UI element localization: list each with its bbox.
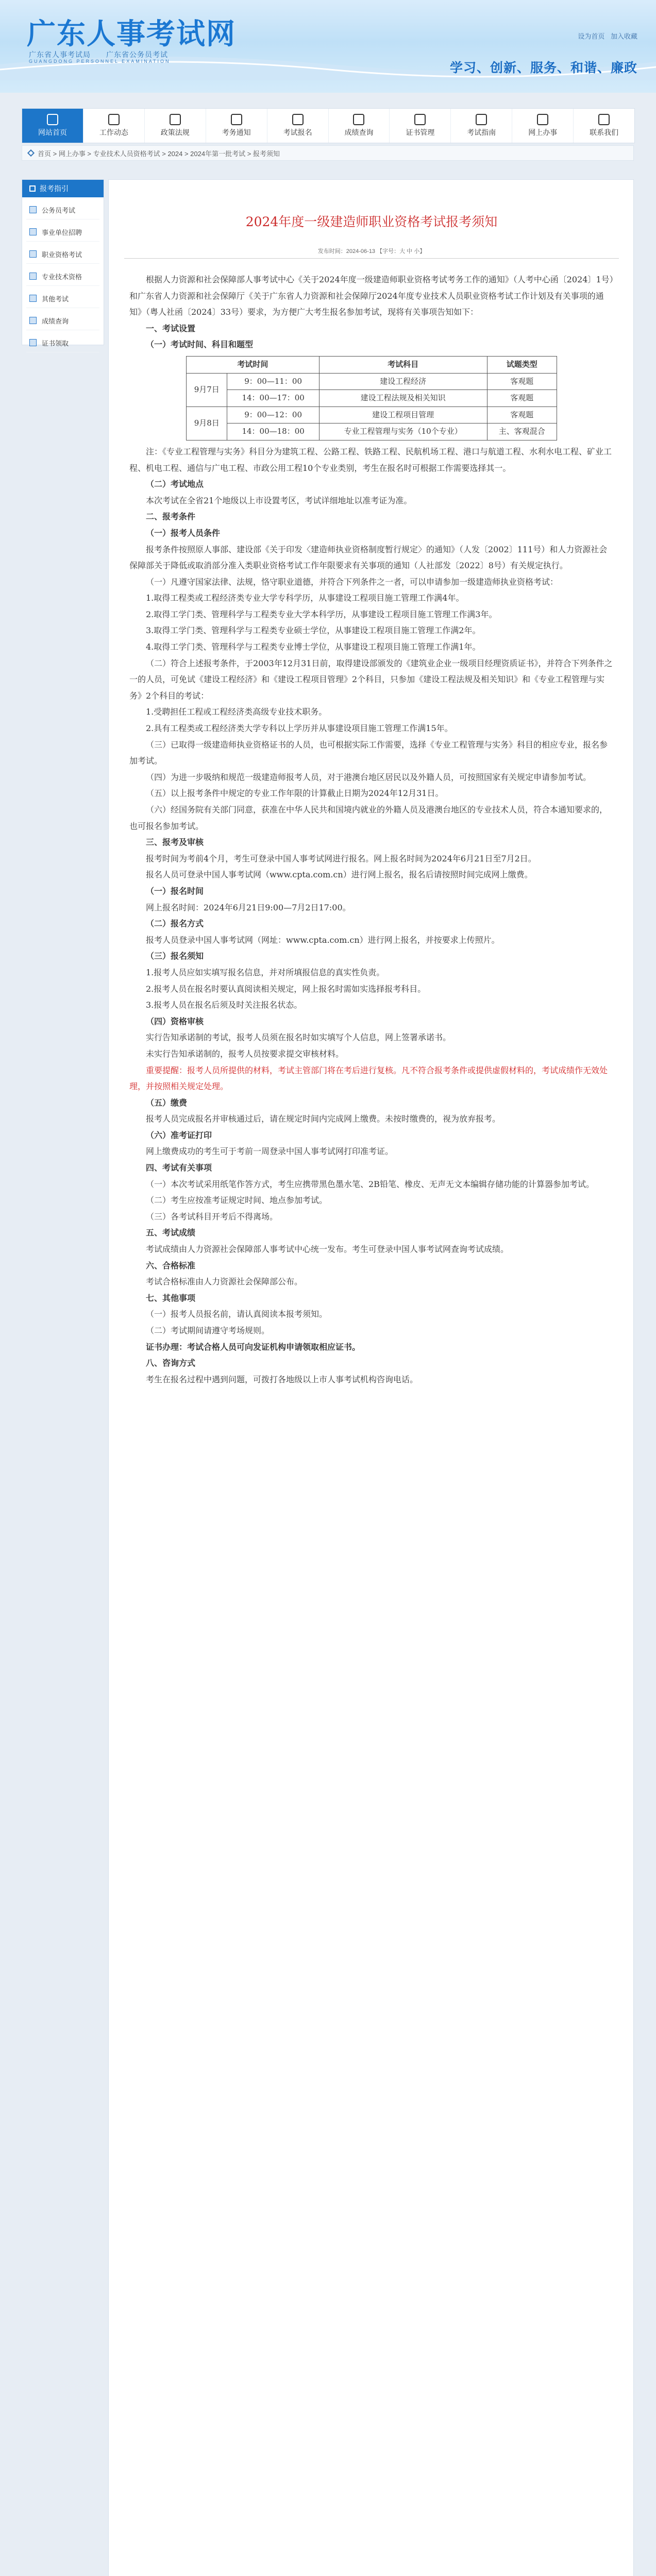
article-paragraph-20: 报名人员可登录中国人事考试网（www.cpta.com.cn）进行网上报名，报名后请按照时间完成网上缴费。 bbox=[146, 870, 533, 880]
article-paragraph-33: （五）缴费 bbox=[146, 1097, 188, 1108]
nav-item-label: 证书管理 bbox=[406, 128, 435, 137]
article-paragraph-44: 考试合格标准由人力资源社会保障部公布。 bbox=[146, 1277, 303, 1287]
search-icon bbox=[353, 114, 364, 125]
article-paragraph-27: 2.报考人员在报名时要认真阅读相关规定，网上报名时需如实选择报考科目。 bbox=[146, 984, 426, 994]
article-paragraph-11: （二）符合上述报考条件，于2003年12月31日前，取得建设部颁发的《建筑业企业一级项目经理资质证书》，并符合下列条件之一的人员，可免试《建设工程经济》和《建设工程项目管理》2个科目，只参加《建设工程法规及相关知识》和《专业工程管理与实务》2个科目的考试： bbox=[129, 658, 613, 701]
menu-icon bbox=[29, 185, 36, 192]
intro-paragraph-2: （一）考试时间、科目和题型 bbox=[146, 340, 254, 350]
article-paragraph-37: 四、考试有关事项 bbox=[146, 1163, 212, 1173]
title-divider bbox=[124, 258, 619, 259]
table-cell: 主、客观混合 bbox=[487, 423, 557, 440]
breadcrumb-text[interactable]: 首页 > 网上办事 > 专业技术人员资格考试 > 2024 > 2024年第一批考试 > 报考须知 bbox=[38, 149, 280, 158]
document-icon bbox=[29, 273, 37, 280]
sidebar-item-label: 成绩查询 bbox=[42, 317, 69, 325]
nav-item-7[interactable] bbox=[451, 109, 512, 143]
article-paragraph-50: 考生在报名过程中遇到问题，可拨打各地级以上市人事考试机构咨询电话。 bbox=[146, 1374, 418, 1384]
article-paragraph-38: （一）本次考试采用纸笔作答方式，考生应携带黑色墨水笔、2B铅笔、橡皮、无声无文本编辑存储功能的计算器参加考试。 bbox=[146, 1179, 594, 1189]
intro-paragraph-0: 根据人力资源和社会保障部人事考试中心《关于2024年度一级建造师职业资格考试考务工作的通知》（人考中心函〔2024〕1号）和广东省人力资源和社会保障厅《关于广东省人力资源和社会保障厅2024年度专业技术人员职业资格考试工作计划及有关事项的通知》（粤人社函〔2024〕33号）要求，为方便广大考生报名参加考试，现将有关事项告知如下： bbox=[129, 275, 614, 317]
table-row bbox=[187, 423, 557, 440]
nav-item-4[interactable] bbox=[267, 109, 329, 143]
sidebar-header bbox=[22, 180, 104, 197]
article-meta: 发布时间：2024-06-13 【字号：大 中 小】 bbox=[317, 248, 426, 255]
article-paragraph-16: （五）以上报考条件中规定的专业工作年限的计算截止日期为2024年12月31日。 bbox=[146, 788, 444, 799]
table-cell: 14：00—17：00 bbox=[227, 390, 319, 407]
table-header: 考试科目 bbox=[319, 356, 487, 373]
article-paragraph-21: （一）报名时间 bbox=[146, 886, 204, 896]
article-paragraph-22: 网上报名时间：2024年6月21日9:00—7月2日17:00。 bbox=[146, 902, 351, 912]
table-cell: 建设工程法规及相关知识 bbox=[319, 390, 487, 407]
article-paragraph-13: 2.具有工程类或工程经济类大学专科以上学历并从事建设项目施工管理工作满15年。 bbox=[146, 723, 453, 734]
intro-paragraph-1: 一、考试设置 bbox=[146, 323, 196, 333]
sidebar-item-label: 证书领取 bbox=[42, 339, 69, 347]
article-paragraph-18: 三、报考及审核 bbox=[146, 837, 204, 848]
article-title: 2024年度一级建造师职业资格考试报考须知 bbox=[245, 214, 498, 229]
table-cell: 9：00—12：00 bbox=[227, 406, 319, 423]
nav-item-2[interactable] bbox=[145, 109, 206, 143]
article-paragraph-9: 3.取得工学门类、管理科学与工程类专业硕士学位，从事建设工程项目施工管理工作满2年。 bbox=[146, 625, 481, 636]
law-icon bbox=[170, 114, 181, 125]
set-homepage-link[interactable]: 设为首页 bbox=[578, 32, 605, 40]
sidebar-item-label: 专业技术资格 bbox=[42, 273, 82, 281]
article-paragraph-41: 五、考试成绩 bbox=[146, 1228, 196, 1238]
nav-item-label: 考试报名 bbox=[283, 128, 312, 137]
sidebar-item-label: 事业单位招聘 bbox=[42, 228, 82, 236]
sidebar-item-5[interactable] bbox=[26, 311, 99, 330]
article-paragraph-32: 重要提醒：报考人员所提供的材料，考试主管部门将在考后进行复核。凡不符合报考条件或提供虚假材料的，考试成绩作无效处理，并按照相关规定处理。 bbox=[129, 1065, 608, 1092]
nav-item-5[interactable] bbox=[329, 109, 390, 143]
home-icon bbox=[27, 149, 35, 157]
sidebar-item-1[interactable] bbox=[26, 223, 99, 242]
news-icon bbox=[108, 114, 120, 125]
article-paragraph-26: 1.报考人员应如实填写报名信息，并对所填报信息的真实性负责。 bbox=[146, 967, 385, 977]
table-cell: 专业工程管理与实务（10个专业） bbox=[319, 423, 487, 440]
register-icon bbox=[292, 114, 304, 125]
article-paragraph-48: 证书办理：考试合格人员可向发证机构申请领取相应证书。 bbox=[146, 1342, 361, 1352]
article-paragraph-19: 报考时间为考前4个月，考生可登录中国人事考试网进行报名。网上报名时间为2024年6月21日至7月2日。 bbox=[146, 853, 536, 863]
article-paragraph-8: 2.取得工学门类、管理科学与工程类专业大学本科学历，从事建设工程项目施工管理工作满3年。 bbox=[146, 609, 497, 619]
table-header: 试题类型 bbox=[487, 356, 557, 373]
document-icon bbox=[29, 317, 37, 324]
site-logo-subtitle-en: GUANGDONG PERSONNEL EXAMINATION bbox=[29, 59, 171, 64]
sidebar-item-0[interactable] bbox=[26, 200, 99, 219]
table-cell-date: 9月8日 bbox=[187, 406, 227, 440]
sidebar-item-4[interactable] bbox=[26, 289, 99, 308]
sidebar-item-label: 公务员考试 bbox=[42, 206, 76, 214]
sidebar-item-6[interactable] bbox=[26, 333, 99, 352]
nav-item-label: 政策法规 bbox=[160, 128, 190, 137]
document-icon bbox=[29, 295, 37, 302]
article-panel bbox=[108, 179, 634, 2576]
article-paragraph-49: 八、咨询方式 bbox=[146, 1358, 196, 1368]
sidebar-item-2[interactable] bbox=[26, 245, 99, 264]
nav-item-9[interactable] bbox=[574, 109, 634, 143]
article-paragraph-25: （三）报名须知 bbox=[146, 951, 204, 961]
sidebar-item-3[interactable] bbox=[26, 267, 99, 286]
article-paragraph-23: （二）报名方式 bbox=[146, 919, 204, 929]
article-paragraph-39: （二）考生应按准考证规定时间、地点参加考试。 bbox=[146, 1195, 328, 1206]
nav-item-6[interactable] bbox=[390, 109, 451, 143]
site-logo-title[interactable]: 广东人事考试网 bbox=[27, 17, 236, 51]
nav-item-3[interactable] bbox=[206, 109, 267, 143]
article-paragraph-31: 未实行告知承诺制的，报考人员按要求提交审核材料。 bbox=[146, 1048, 344, 1059]
nav-item-label: 考试指南 bbox=[467, 128, 496, 137]
site-logo-subtitle: 广东省人事考试局 广东省公务员考试 bbox=[29, 50, 168, 59]
sidebar-item-label: 职业资格考试 bbox=[42, 250, 82, 259]
article-paragraph-46: （一）报考人员报名前，请认真阅读本报考须知。 bbox=[146, 1309, 328, 1319]
article-paragraph-36: 网上缴费成功的考生可于考前一周登录中国人事考试网打印准考证。 bbox=[146, 1146, 394, 1157]
service-icon bbox=[537, 114, 548, 125]
sidebar-item-label: 其他考试 bbox=[42, 295, 69, 303]
document-icon bbox=[29, 339, 37, 346]
article-paragraph-12: 1.受聘担任工程或工程经济类高级专业技术职务。 bbox=[146, 707, 327, 717]
article-paragraph-35: （六）准考证打印 bbox=[146, 1130, 212, 1140]
nav-item-label: 联系我们 bbox=[590, 128, 619, 137]
table-cell: 建设工程经济 bbox=[319, 373, 487, 390]
article-paragraph-10: 4.取得工学门类、管理科学与工程类专业博士学位，从事建设工程项目施工管理工作满1年。 bbox=[146, 642, 481, 652]
table-cell: 客观题 bbox=[487, 406, 557, 423]
article-paragraph-14: （三）已取得一级建造师执业资格证书的人员，也可根据实际工作需要，选择《专业工程管理与实务》科目的相应专业，报名参加考试。 bbox=[129, 739, 608, 766]
contact-icon bbox=[598, 114, 610, 125]
site-header bbox=[0, 0, 656, 93]
site-slogan: 学习、创新、服务、和谐、廉政 bbox=[449, 61, 637, 75]
article-paragraph-43: 六、合格标准 bbox=[146, 1260, 196, 1270]
article-paragraph-28: 3.报考人员在报名后须及时关注报名状态。 bbox=[146, 1000, 302, 1010]
table-cell: 客观题 bbox=[487, 390, 557, 407]
article-paragraph-34: 报考人员完成报名并审核通过后，请在规定时间内完成网上缴费。未按时缴费的，视为放弃报考。 bbox=[146, 1114, 501, 1124]
nav-item-1[interactable] bbox=[83, 109, 145, 143]
table-cell: 14：00—18：00 bbox=[227, 423, 319, 440]
article-paragraph-17: （六）经国务院有关部门同意，获准在中华人民共和国境内就业的外籍人员及港澳台地区的专业技术人员，符合本通知要求的，也可报名参加考试。 bbox=[129, 805, 608, 831]
table-row bbox=[187, 390, 557, 407]
article-paragraph-2: 本次考试在全省21个地级以上市设置考区，考试详细地址以准考证为准。 bbox=[146, 495, 412, 505]
main-nav bbox=[22, 108, 635, 143]
guide-icon bbox=[476, 114, 487, 125]
breadcrumb bbox=[22, 145, 634, 161]
nav-item-0[interactable] bbox=[22, 109, 83, 143]
article-paragraph-7: 1.取得工程类或工程经济类专业大学专科学历，从事建设工程项目施工管理工作满4年。 bbox=[146, 593, 464, 603]
article-paragraph-45: 七、其他事项 bbox=[146, 1293, 196, 1303]
article-paragraph-47: （二）考试期间请遵守考场规则。 bbox=[146, 1326, 270, 1335]
document-icon bbox=[29, 206, 37, 213]
document-icon bbox=[29, 228, 37, 235]
add-favorite-link[interactable]: 加入收藏 bbox=[610, 32, 637, 40]
article-paragraph-24: 报考人员登录中国人事考试网（网址：www.cpta.com.cn）进行网上报名，并按要求上传照片。 bbox=[146, 935, 500, 945]
table-cell: 9：00—11：00 bbox=[227, 373, 319, 390]
certificate-icon bbox=[414, 114, 426, 125]
sidebar-title: 报考指引 bbox=[40, 184, 69, 193]
nav-item-label: 考务通知 bbox=[222, 128, 251, 137]
article-paragraph-29: （四）资格审核 bbox=[146, 1016, 204, 1026]
article-paragraph-0: 注：《专业工程管理与实务》科目分为建筑工程、公路工程、铁路工程、民航机场工程、港口与航道工程、水利水电工程、矿业工程、机电工程、通信与广电工程、市政公用工程10个专业类别，考生在报名时可根据工作需要选择其一。 bbox=[129, 446, 612, 473]
nav-item-label: 网上办事 bbox=[528, 128, 558, 137]
document-icon bbox=[29, 250, 37, 258]
notice-icon bbox=[231, 114, 242, 125]
article-paragraph-30: 实行告知承诺制的考试，报考人员须在报名时如实填写个人信息，网上签署承诺书。 bbox=[146, 1032, 451, 1043]
sidebar bbox=[22, 179, 104, 345]
nav-item-label: 网站首页 bbox=[38, 128, 67, 137]
table-cell-date: 9月7日 bbox=[187, 373, 227, 406]
article-paragraph-4: （一）报考人员条件 bbox=[146, 528, 221, 538]
table-row bbox=[187, 406, 557, 423]
nav-item-label: 工作动态 bbox=[99, 128, 128, 137]
table-cell: 客观题 bbox=[487, 373, 557, 390]
article-paragraph-1: （二）考试地点 bbox=[146, 479, 204, 489]
table-cell: 建设工程项目管理 bbox=[319, 406, 487, 423]
table-row bbox=[187, 373, 557, 390]
article-paragraph-3: 二、报考条件 bbox=[146, 512, 196, 522]
article-body bbox=[129, 272, 614, 1387]
nav-item-8[interactable] bbox=[512, 109, 574, 143]
article-paragraph-6: （一）凡遵守国家法律、法规，恪守职业道德，并符合下列条件之一者，可以申请参加一级建造师执业资格考试： bbox=[146, 577, 559, 587]
article-paragraph-15: （四）为进一步吸纳和规范一级建造师报考人员，对于港澳台地区居民以及外籍人员，可按照国家有关规定申请参加考试。 bbox=[146, 772, 592, 782]
exam-schedule-table bbox=[186, 356, 557, 440]
article-paragraph-40: （三）各考试科目开考后不得离场。 bbox=[146, 1211, 278, 1222]
article-paragraph-5: 报考条件按照原人事部、建设部《关于印发〈建造师执业资格制度暂行规定〉的通知》（人发〔2002〕111号）和人力资源社会保障部关于降低或取消部分准入类职业资格考试工作年限要求有关事项的通知（人社部发〔2022〕8号）有关规定执行。 bbox=[129, 544, 608, 571]
home-icon bbox=[47, 114, 58, 125]
top-links bbox=[574, 31, 637, 41]
table-header: 考试时间 bbox=[187, 356, 319, 373]
article-paragraph-42: 考试成绩由人力资源社会保障部人事考试中心统一发布。考生可登录中国人事考试网查询考试成绩。 bbox=[146, 1244, 509, 1255]
nav-item-label: 成绩查询 bbox=[344, 128, 374, 137]
